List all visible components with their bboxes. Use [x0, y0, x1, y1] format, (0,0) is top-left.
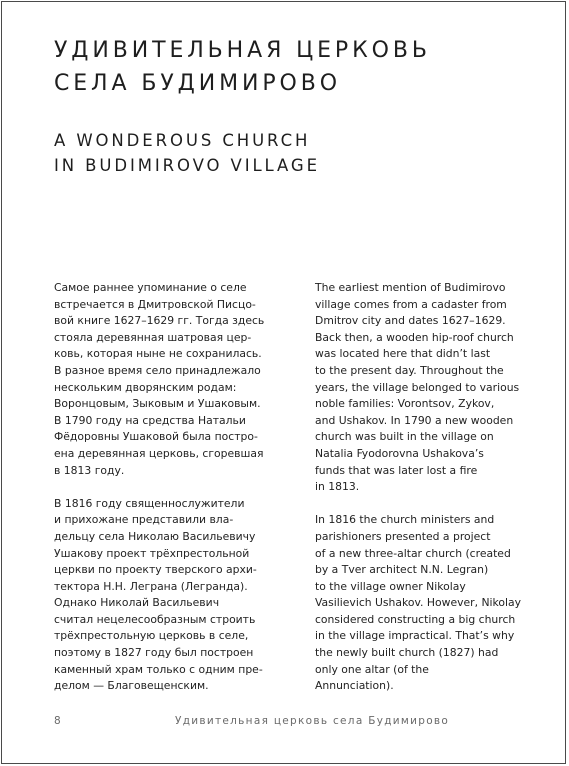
text-line: Back then, a wooden hip-roof church — [315, 330, 514, 344]
text-line: нескольким дворянским родам: — [54, 380, 237, 394]
text-line: вой книге 1627–1629 гг. Тогда здесь — [54, 314, 265, 328]
text-line: the newly built church (1827) had — [315, 646, 499, 660]
english-paragraph — [315, 512, 555, 695]
text-line: В разное время село принадлежало — [54, 363, 261, 377]
text-line: Annunciation). — [315, 679, 394, 693]
text-line: стояла деревянная шатровая цер- — [54, 330, 252, 344]
text-line: Natalia Fyodorovna Ushakova’s — [315, 446, 484, 460]
english-text-column — [315, 280, 555, 695]
text-line: дельцу села Николаю Васильевичу — [54, 529, 256, 543]
russian-paragraph — [54, 496, 286, 695]
text-line: in the village impractical. That’s why — [315, 629, 515, 643]
text-line: В 1816 году священнослужители — [54, 496, 245, 510]
russian-paragraph — [54, 280, 286, 479]
text-line: Однако Николай Васильевич — [54, 596, 220, 610]
title-english — [54, 129, 320, 178]
text-line: only one altar (of the — [315, 662, 429, 676]
text-line: parishioners presented a project — [315, 529, 491, 543]
text-line: noble families: Vorontsov, Zykov, — [315, 397, 495, 411]
text-line: трёхпрестольную церковь в селе, — [54, 629, 249, 643]
text-line: to the present day. Throughout the — [315, 363, 504, 377]
text-line: делом — Благовещенским. — [54, 679, 209, 693]
title-russian — [54, 34, 431, 100]
text-line: в 1813 году. — [54, 463, 125, 477]
title-russian-line: СЕЛА БУДИМИРОВО — [54, 71, 341, 96]
text-line: in 1813. — [315, 480, 360, 494]
text-line: Dmitrov city and dates 1627–1629. — [315, 314, 506, 328]
text-line: Vasilievich Ushakov. However, Nikolay — [315, 596, 521, 610]
text-line: years, the village belonged to various — [315, 380, 520, 394]
text-line: church was built in the village on — [315, 430, 494, 444]
text-line: ена деревянная церковь, сгоревшая — [54, 446, 264, 460]
text-line: встречается в Дмитровской Писцо- — [54, 297, 256, 311]
text-line: of a new three-altar church (created — [315, 546, 511, 560]
text-line: The earliest mention of Budimirovo — [315, 281, 506, 294]
page-number: 8 — [54, 715, 61, 727]
russian-text-column — [54, 280, 286, 695]
text-line: Фёдоровны Ушаковой была постро- — [54, 430, 258, 444]
title-english-line: IN BUDIMIROVO VILLAGE — [54, 155, 320, 175]
english-paragraph — [315, 280, 555, 496]
text-line: In 1816 the church ministers and — [315, 513, 495, 527]
text-line: to the village owner Nikolay — [315, 579, 466, 593]
text-line: village comes from a cadaster from — [315, 297, 507, 311]
text-line: Воронцовым, Зыковым и Ушаковым. — [54, 397, 261, 411]
text-line: was located here that didn’t last — [315, 347, 491, 361]
text-line: считал нецелесообразным строить — [54, 612, 256, 626]
text-line: by a Tver architect N.N. Legran) — [315, 563, 489, 577]
text-line: тектора Н.Н. Леграна (Легранда). — [54, 579, 248, 593]
text-line: ковь, которая ныне не сохранилась. — [54, 347, 262, 361]
text-line: Самое раннее упоминание о селе — [54, 281, 247, 294]
text-line: funds that was later lost a fire — [315, 463, 478, 477]
text-line: каменный храм только с одним пре- — [54, 662, 263, 676]
text-line: considered constructing a big church — [315, 612, 516, 626]
text-line: поэтому в 1827 году был построен — [54, 646, 254, 660]
text-line: В 1790 году на средства Натальи — [54, 413, 246, 427]
text-line: и прихожане представили вла- — [54, 513, 234, 527]
title-russian-line: УДИВИТЕЛЬНАЯ ЦЕРКОВЬ — [54, 38, 431, 63]
text-line: церкви по проекту тверского архи- — [54, 563, 257, 577]
text-line: Ушакову проект трёхпрестольной — [54, 546, 250, 560]
running-title: Удивительная церковь села Будимирово — [175, 715, 450, 727]
text-line: and Ushakov. In 1790 a new wooden — [315, 413, 514, 427]
title-english-line: A WONDEROUS CHURCH — [54, 131, 311, 150]
